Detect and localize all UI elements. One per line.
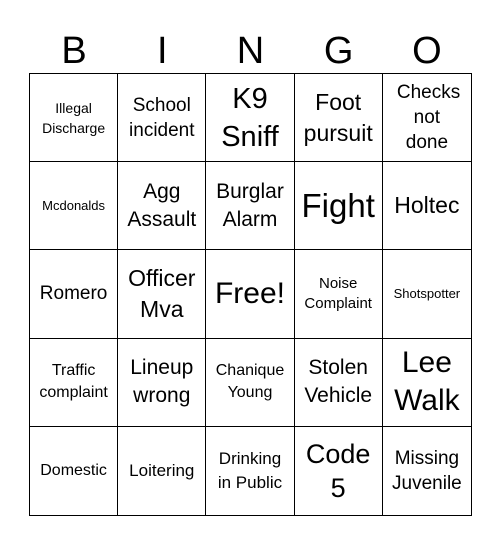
bingo-cell[interactable] (206, 74, 294, 162)
bingo-cell[interactable] (30, 427, 118, 515)
cell-label: Romero (39, 283, 108, 305)
bingo-cell[interactable] (30, 250, 118, 338)
bingo-cell[interactable] (383, 250, 471, 338)
cell-label: Traffic complaint (39, 362, 108, 402)
header-letter-b: B (61, 30, 87, 72)
cell-label: School incident (129, 94, 195, 141)
cell-label: Foot pursuit (303, 88, 373, 146)
cell-label: Shotspotter (393, 285, 461, 301)
bingo-cell[interactable] (295, 162, 383, 250)
bingo-cell[interactable] (383, 427, 471, 515)
bingo-cell[interactable] (295, 74, 383, 162)
bingo-cell[interactable] (383, 74, 471, 162)
cell-label: Illegal Discharge (42, 99, 106, 136)
cell-label: Officer Mva (128, 264, 196, 322)
cell-label: Agg Assault (127, 179, 197, 231)
bingo-cell[interactable] (118, 339, 206, 427)
header-letter-g: G (323, 30, 354, 72)
cell-label: Domestic (40, 461, 107, 479)
bingo-cell[interactable] (295, 339, 383, 427)
bingo-cell[interactable] (295, 427, 383, 515)
bingo-cell[interactable] (118, 427, 206, 515)
bingo-cell[interactable] (383, 339, 471, 427)
bingo-cell[interactable] (118, 162, 206, 250)
header-letter-i: I (157, 30, 168, 72)
cell-label: Lee Walk (394, 346, 460, 418)
bingo-cell[interactable] (295, 250, 383, 338)
bingo-cell[interactable] (30, 339, 118, 427)
bingo-board (29, 73, 472, 516)
cell-label: Free! (214, 276, 285, 310)
header-letter-n: N (236, 30, 265, 72)
bingo-cell free-space[interactable] (206, 250, 294, 338)
cell-label: K9 Sniff (221, 82, 279, 153)
cell-label: Stolen Vehicle (304, 356, 373, 408)
cell-label: Missing Juvenile (392, 447, 462, 494)
cell-label: Noise Complaint (304, 274, 372, 312)
bingo-cell[interactable] (30, 74, 118, 162)
bingo-cell[interactable] (206, 339, 294, 427)
cell-label: Code 5 (305, 438, 371, 503)
cell-label: Checks not done (396, 82, 461, 154)
cell-label: Fight (301, 186, 375, 224)
cell-label: Mcdonalds (42, 197, 106, 213)
cell-label: Holtec (394, 192, 460, 219)
cell-label: Drinking in Public (217, 448, 283, 492)
bingo-cell[interactable] (383, 162, 471, 250)
bingo-cell[interactable] (118, 250, 206, 338)
cell-label: Chanique Young (215, 362, 285, 402)
cell-label: Loitering (129, 460, 195, 480)
bingo-cell[interactable] (30, 162, 118, 250)
bingo-cell[interactable] (206, 427, 294, 515)
cell-label: Burglar Alarm (216, 179, 284, 231)
bingo-cell[interactable] (206, 162, 294, 250)
bingo-header (30, 28, 471, 74)
header-letter-o: O (412, 30, 442, 72)
cell-label: Lineup wrong (130, 356, 194, 408)
bingo-cell[interactable] (118, 74, 206, 162)
